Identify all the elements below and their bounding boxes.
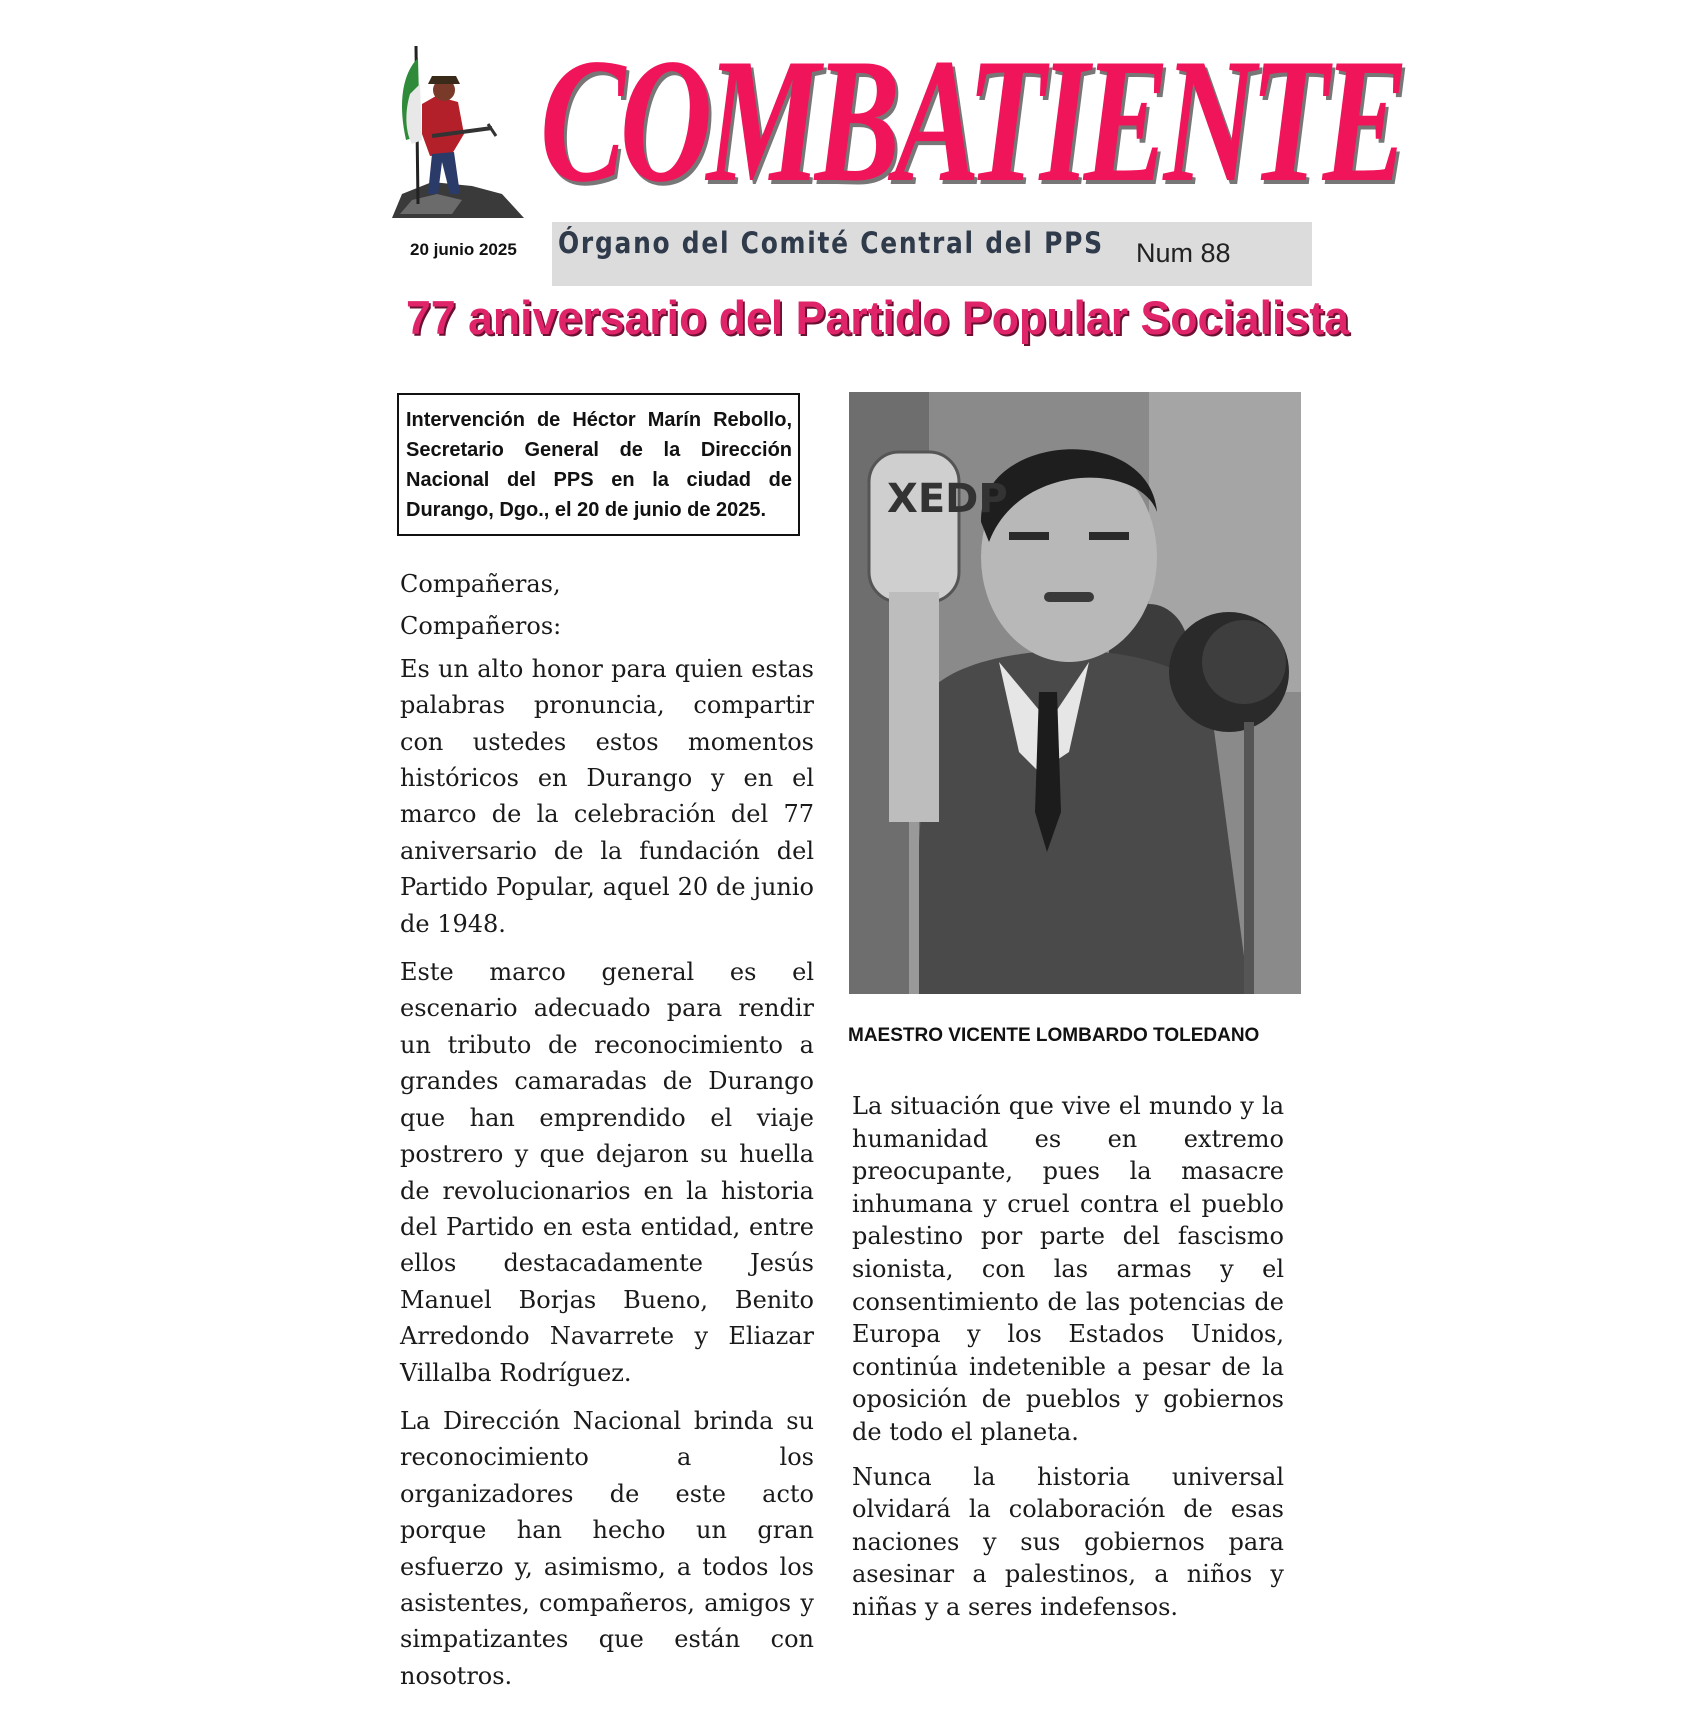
left-column (400, 566, 814, 1706)
organ-subtitle: Órgano del Comité Central del PPS (558, 226, 1104, 260)
issue-number: Num 88 (1136, 238, 1231, 268)
greeting-line: Compañeras, (400, 570, 561, 598)
right-column (852, 1090, 1284, 1636)
microphone-label: XEDP (887, 476, 1008, 522)
body-paragraph: Nunca la historia universal olvidará la colaboración de esas naciones y sus gobiernos para asesinar a palestinos, a niños y niñas y a seres indefensos. (852, 1462, 1284, 1621)
masthead-title: COMBATIENTE (540, 21, 1403, 219)
page-headline: 77 aniversario del Partido Popular Socialista (406, 291, 1349, 344)
revolutionary-soldier-flag-logo (392, 44, 524, 218)
body-paragraph: Es un alto honor para quien estas palabras pronuncia, compartir con ustedes estos momentos históricos en Durango y en el marco de la celebración del 77 aniversario de la fundación del Partido Popular, aquel 20 de junio de 1948. (400, 654, 814, 938)
body-paragraph: La situación que vive el mundo y la humanidad es en extremo preocupante, pues la masacre inhumana y cruel contra el pueblo palestino por parte del fascismo sionista, con las armas y el consentimiento de las potencias de Europa y los Estados Unidos, continúa indetenible a pesar de la oposición de pueblos y gobiernos de todo el planeta. (852, 1092, 1284, 1446)
photo-caption: MAESTRO VICENTE LOMBARDO TOLEDANO (848, 1025, 1260, 1046)
greeting-line: Compañeros: (400, 612, 562, 641)
body-paragraph: La Dirección Nacional brinda su reconocimiento a los organizadores de este acto porque han hecho un gran esfuerzo y, asimismo, a todos los asistentes, compañeros, amigos y simpatizantes que están con nosotros. (400, 1406, 814, 1690)
issue-date: 20 junio 2025 (410, 240, 517, 259)
body-paragraph: Este marco general es el escenario adecuado para rendir un tributo de reconocimiento a grandes camaradas de Durango que han emprendido el viaje postrero y que dejaron su huella de revolucionarios en la historia del Partido en esta entidad, entre ellos destacadamente Jesús Manuel Borjas Bueno, Benito Arredondo Navarrete y Eliazar Villalba Rodríguez. (400, 958, 814, 1387)
intro-box: Intervención de Héctor Marín Rebollo, Secretario General de la Dirección Nacional del PPS en la ciudad de Durango, Dgo., el 20 de junio de 2025. (397, 393, 800, 536)
portrait-photo (849, 392, 1301, 994)
